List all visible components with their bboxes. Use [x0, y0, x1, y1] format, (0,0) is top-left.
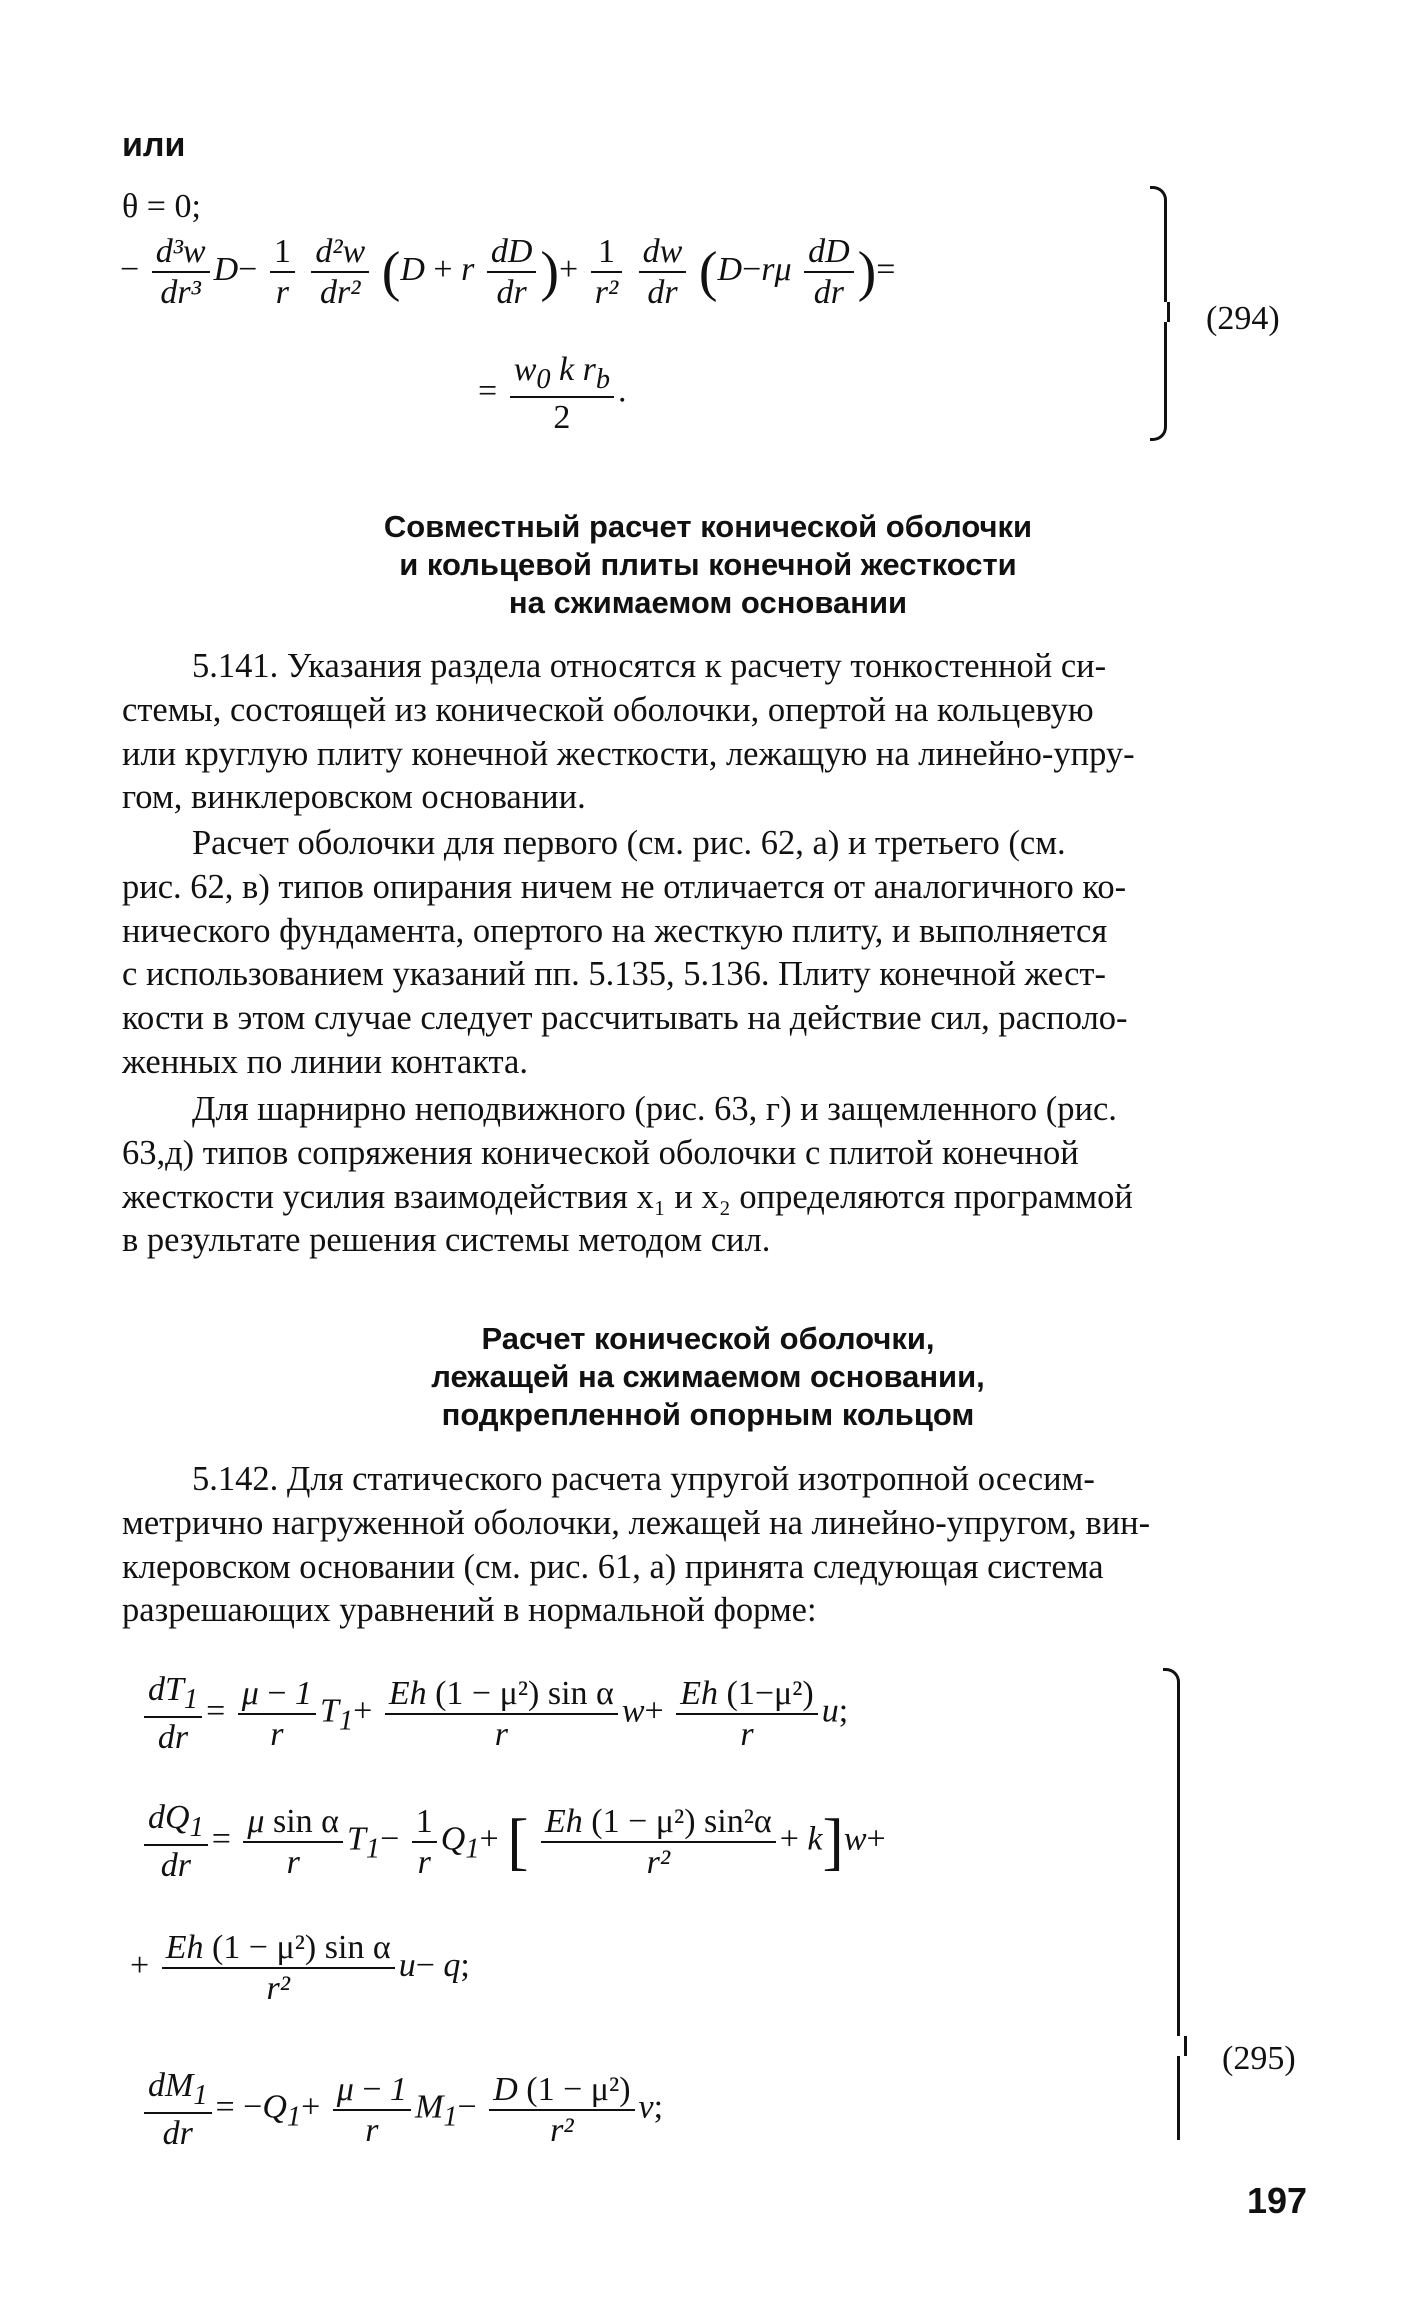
text-line: гом, винклеровском основании. — [122, 778, 586, 817]
eq295-line4: $\frac{dM_1}{dr}$ = $-Q_1+$ $\frac{\mu - 1}{r}$ $M_1-$ $\frac{\text{D (1 − μ²)}}{\text{r²}}$ v; — [140, 2066, 663, 2153]
brace-294-tip — [1167, 302, 1186, 322]
paragraph-5-142 — [122, 1458, 1297, 1633]
text-line: стемы, состоящей из конической оболочки, опертой на кольцевую — [122, 690, 1094, 729]
eq295-line3: + $\frac{\text{Eh (1 − μ²) sin α}}{\text{r²}}$ u− q; — [130, 1929, 470, 2008]
text-line: метрично нагруженной оболочки, лежащей на линейно-упругом, вин- — [122, 1503, 1151, 1542]
brace-295-tip — [1168, 2036, 1187, 2056]
eq294-line3: = $\frac{w_0 k r_b}{2}$ . — [478, 351, 627, 437]
text-line: Для шарнирно неподвижного (рис. 63, г) и защемленного (рис. — [192, 1090, 1117, 1128]
text-line: Расчет оболочки для первого (см. рис. 62, а) и третьего (см. — [192, 824, 1066, 862]
text-line: 5.141. Указания раздела относятся к расчету тонкостенной си- — [192, 647, 1107, 685]
text-line: нического фундамента, опертого на жесткую плиту, и выполняется — [122, 911, 1108, 950]
paragraph-2 — [122, 822, 1297, 1085]
eq294-line2: − $\frac{\text{d³w}}{\text{dr³}}$ D− $\frac{1}{r}$ $\frac{\text{d²w}}{\text{dr²}}$ (D + r $\frac{dD}{dr}$ )+ $\frac{1}{\text{r²}}$ $\frac{dw}{dr}$ (D−rμ $\frac{dD}{dr}$ )= — [120, 233, 896, 312]
eq295-number: (295) — [1222, 2040, 1296, 2077]
text-line: или круглую плиту конечной жесткости, лежащую на линейно-упру- — [122, 734, 1135, 773]
brace-295-top — [1163, 1668, 1180, 1695]
heading2-line: лежащей на сжимаемом основании, — [431, 1359, 985, 1394]
heading1-line: и кольцевой плиты конечной жесткости — [399, 547, 1017, 582]
text-line: разрешающих уравнений в нормальной форме: — [122, 1591, 817, 1630]
text-line: женных по линии контакта. — [122, 1042, 528, 1081]
heading2-line: Расчет конической оболочки, — [481, 1321, 935, 1356]
section-heading-1 — [200, 508, 1216, 622]
text-line: кости в этом случае следует рассчитывать на действие сил, располо- — [122, 999, 1128, 1038]
brace-295-upper — [1177, 1692, 1180, 2036]
heading1-line: Совместный расчет конической оболочки — [383, 509, 1033, 544]
page-number: 197 — [1247, 2180, 1308, 2221]
text-line: клеровском основании (см. рис. 61, а) принята следующая система — [122, 1547, 1104, 1586]
paragraph-5-141 — [122, 645, 1297, 820]
section-heading-2 — [200, 1320, 1216, 1434]
brace-294-top — [1150, 186, 1167, 213]
brace-294-upper — [1164, 210, 1167, 302]
heading2-line: подкрепленной опорным кольцом — [441, 1397, 975, 1432]
text-line: в результате решения системы методом сил. — [122, 1221, 771, 1260]
eq295-line2: $\frac{dQ_1}{dr}$ = $\frac{\text{μ sin α}}{r}$ $T_1-$ $\frac{1}{r}$ $Q_1+$ [ $\frac{\text{Eh (1 − μ²) sin²α}}{\text{r²}}$ + k]w+ — [140, 1798, 886, 1885]
text-line: 63,д) типов сопряжения конической оболочки с плитой конечной — [122, 1133, 1079, 1172]
eq294-number: (294) — [1206, 300, 1280, 337]
text-line: рис. 62, в) типов опирания ничем не отличается от аналогичного ко- — [122, 867, 1127, 906]
brace-295-lower — [1177, 2056, 1180, 2140]
eq295-line1: $\frac{dT_1}{dr}$ = $\frac{\mu - 1}{r}$ $T_1+$ $\frac{\text{Eh (1 − μ²) sin α}}{r}$ w+ $\frac{\text{Eh (1−μ²)}}{r}$ u; — [140, 1670, 848, 1757]
eq294-line1: θ = 0; — [122, 188, 201, 225]
word-ili: или — [122, 126, 186, 164]
paragraph-3 — [122, 1088, 1297, 1263]
heading1-line: на сжимаемом основании — [508, 585, 908, 620]
brace-294-bottom — [1150, 414, 1167, 441]
brace-294-lower — [1164, 322, 1167, 414]
text-line: жесткости усилия взаимодействия x₁ и x₂ определяются программой — [122, 1177, 1133, 1216]
text-line: 5.142. Для статического расчета упругой изотропной осесим- — [192, 1460, 1095, 1498]
text-line: с использованием указаний пп. 5.135, 5.136. Плиту конечной жест- — [122, 955, 1106, 994]
